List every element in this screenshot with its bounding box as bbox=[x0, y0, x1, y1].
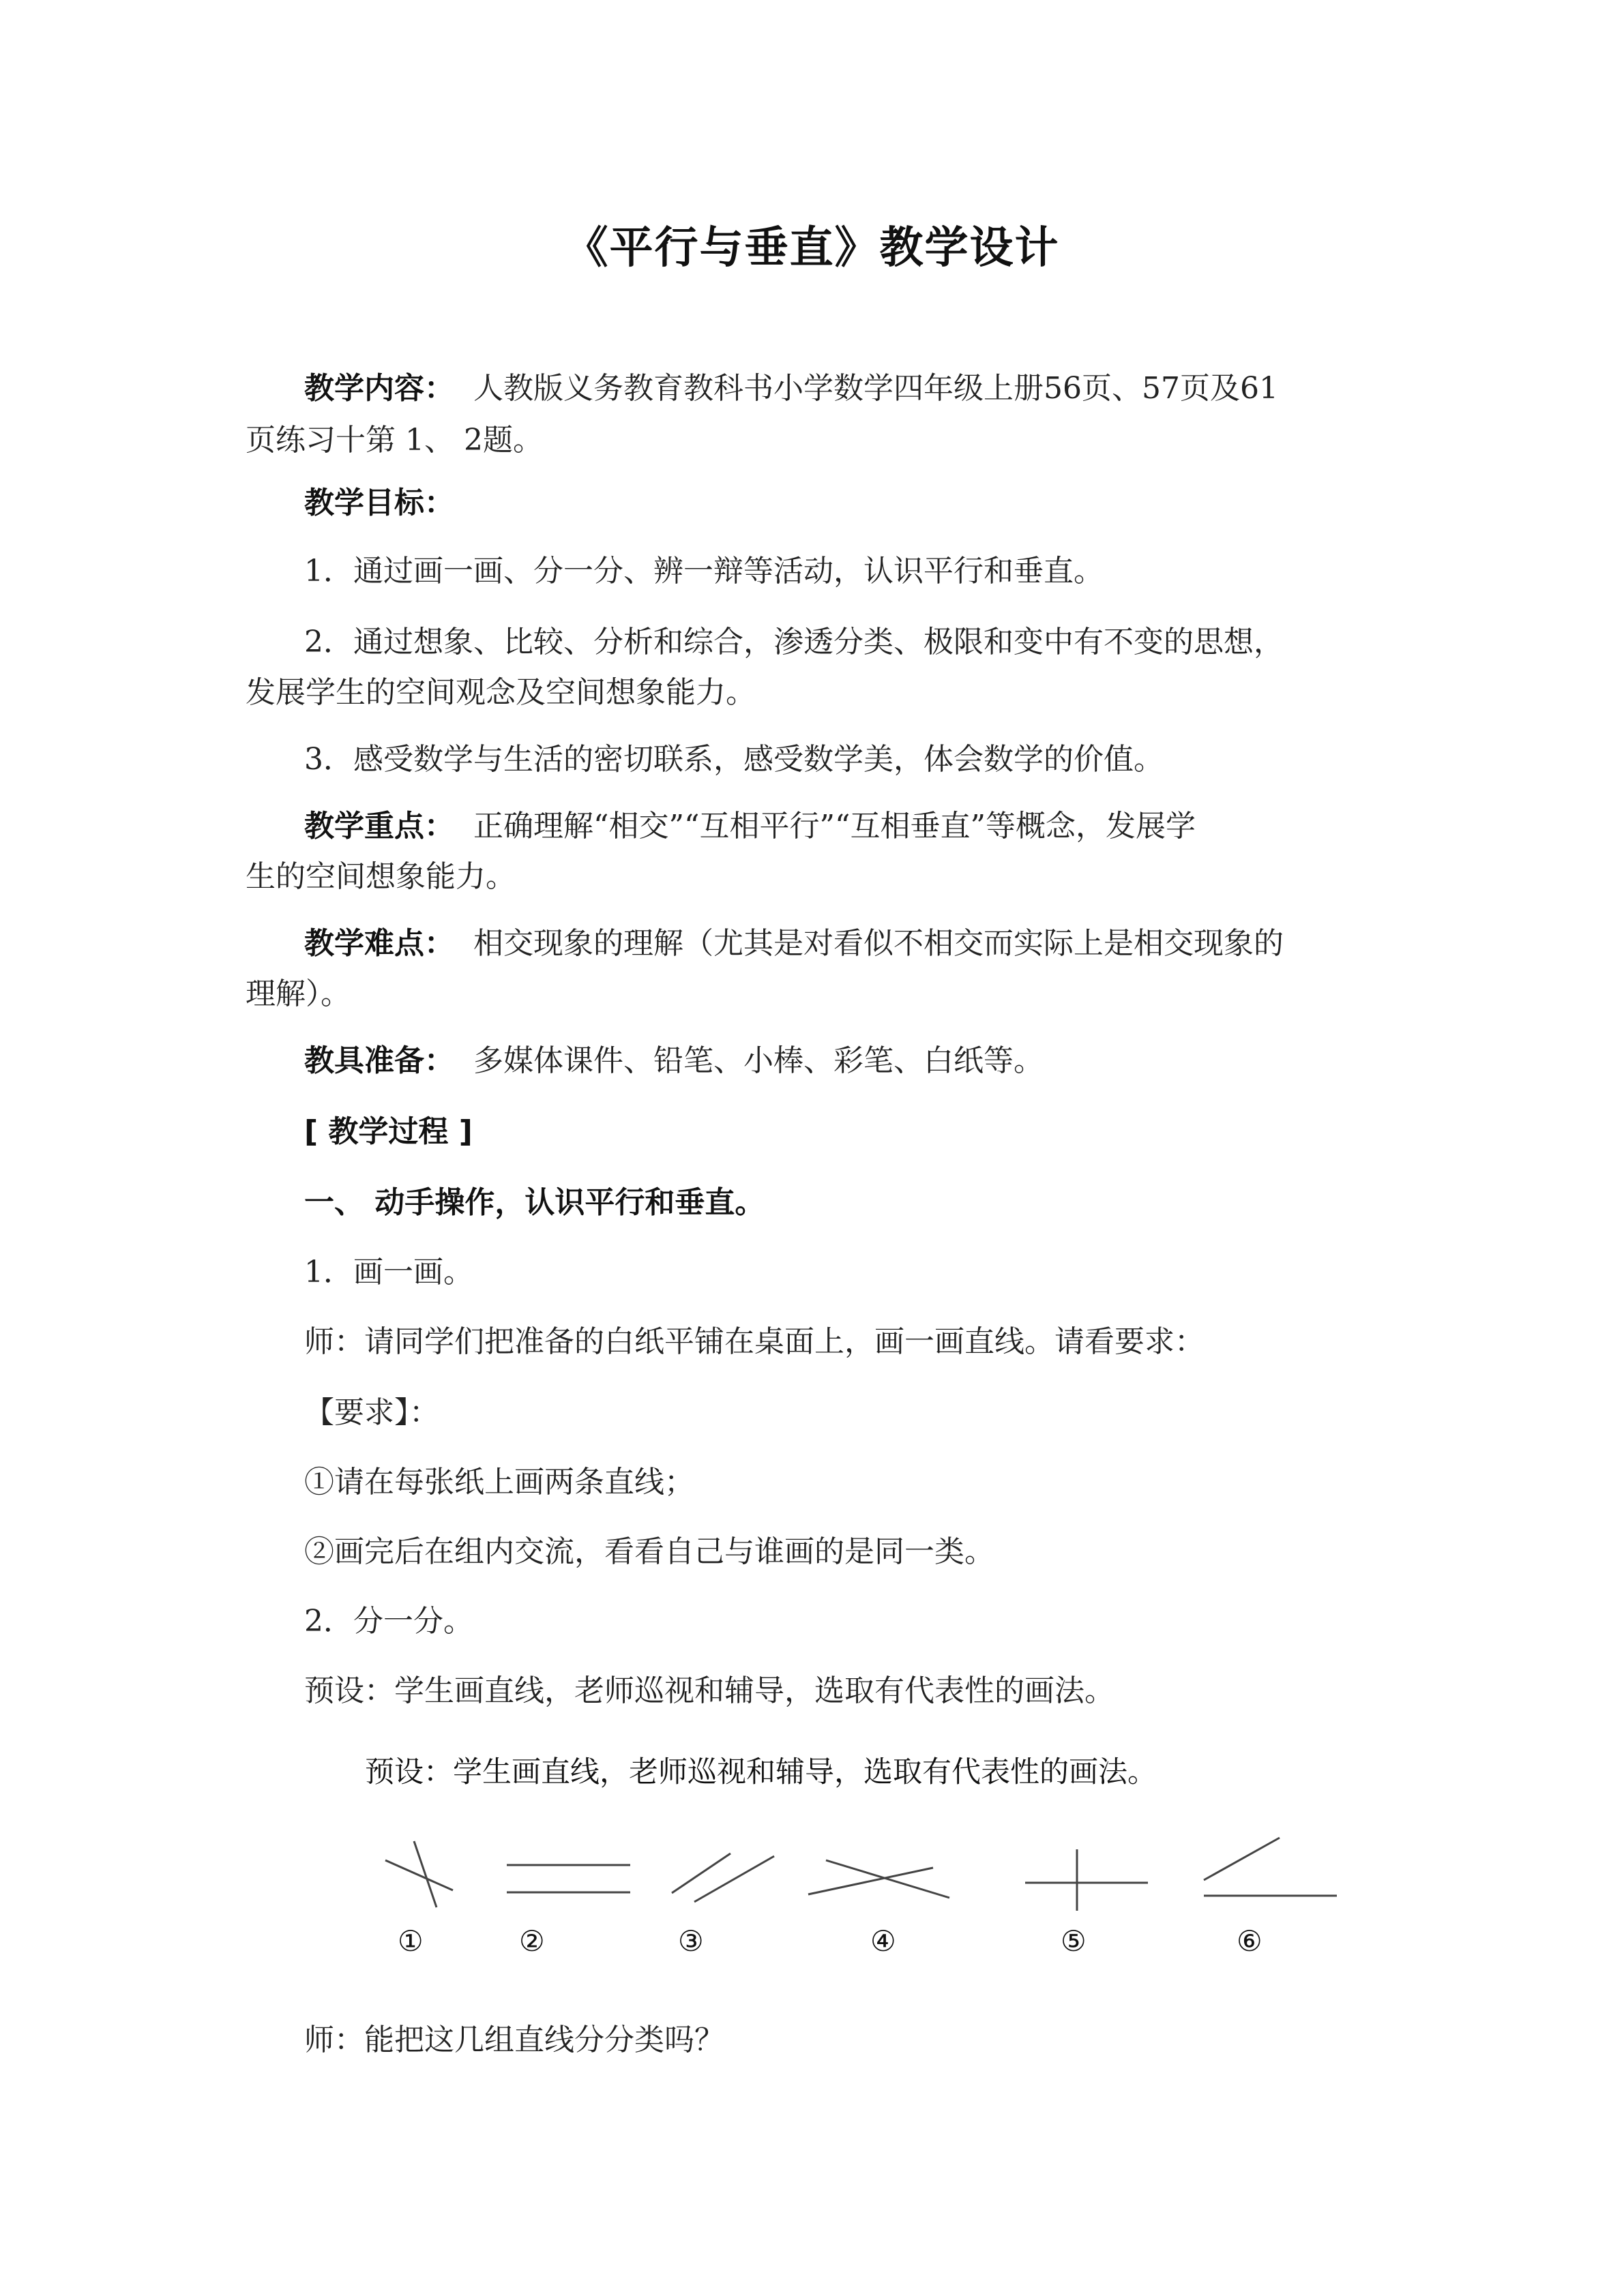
difficulties-text-2: 理解）。 bbox=[246, 976, 351, 1011]
goals-label: 教学目标： bbox=[304, 486, 454, 520]
tools-line bbox=[304, 1032, 1374, 1090]
line-pair-6-line-a bbox=[1204, 1838, 1280, 1880]
requirement-1: ①请在每张纸上画两条直线； bbox=[304, 1465, 694, 1500]
line-pair-4 bbox=[808, 1860, 949, 1898]
difficulties-line1 bbox=[304, 915, 1374, 972]
figure-caption: 预设：学生画直线，老师巡视和辅导，选取有代表性的画法。 bbox=[365, 1755, 1157, 1789]
goal-item-1: 1．通过画一画、分一分、辨一辩等活动，认识平行和垂直。 bbox=[304, 554, 1104, 588]
tools-label: 教具准备： bbox=[304, 1043, 454, 1078]
goal-item-2-line2: 发展学生的空间观念及空间想象能力。 bbox=[246, 675, 756, 710]
line-pair-3-line-a bbox=[672, 1853, 730, 1893]
content-text-1: 人教版义务教育教科书小学数学四年级上册56页、57页及61 bbox=[473, 371, 1278, 406]
line-pair-4-line-a bbox=[826, 1860, 949, 1898]
key-points-text-1: 正确理解“相交”“互相平行”“互相垂直”等概念，发展学 bbox=[473, 809, 1196, 844]
figure-label-4: ④ bbox=[870, 1924, 896, 1958]
section-1-heading: 一、 动手操作，认识平行和垂直。 bbox=[304, 1185, 765, 1220]
teacher-prompt-2: 师：能把这几组直线分分类吗？ bbox=[304, 2023, 724, 2057]
difficulties-label: 教学难点： bbox=[304, 926, 454, 961]
figure-label-1: ① bbox=[398, 1924, 424, 1958]
line-pair-1-line-b bbox=[414, 1841, 437, 1907]
line-pair-5 bbox=[1025, 1849, 1148, 1911]
content-label: 教学内容： bbox=[304, 371, 454, 406]
key-points-text-2: 生的空间想象能力。 bbox=[246, 859, 516, 894]
process-heading: [ 教学过程 ] bbox=[304, 1114, 473, 1149]
difficulties-text-1: 相交现象的理解（尤其是对看似不相交而实际上是相交现象的 bbox=[473, 926, 1284, 961]
line-pair-1 bbox=[385, 1841, 453, 1907]
step-2: 2．分一分。 bbox=[304, 1604, 473, 1639]
figure-label-6: ⑥ bbox=[1237, 1924, 1263, 1958]
goal-item-3: 3．感受数学与生活的密切联系，感受数学美，体会数学的价值。 bbox=[304, 742, 1164, 777]
line-pair-3-line-b bbox=[694, 1856, 774, 1902]
line-pair-2 bbox=[507, 1865, 630, 1892]
figure-label-5: ⑤ bbox=[1061, 1924, 1087, 1958]
tools-text: 多媒体课件、铅笔、小棒、彩笔、白纸等。 bbox=[473, 1043, 1044, 1078]
requirement-2: ②画完后在组内交流，看看自己与谁画的是同一类。 bbox=[304, 1534, 994, 1569]
key-points-label: 教学重点： bbox=[304, 809, 454, 844]
key-points-line1 bbox=[304, 798, 1374, 855]
page-title: 《平行与垂直》教学设计 bbox=[564, 223, 1060, 273]
requirement-label: 【要求】： bbox=[304, 1395, 439, 1430]
content-line1 bbox=[304, 360, 1374, 417]
content-text-2: 页练习十第 1、 2题。 bbox=[246, 423, 543, 458]
teacher-prompt-1: 师：请同学们把准备的白纸平铺在桌面上，画一画直线。请看要求： bbox=[304, 1324, 1205, 1359]
step-1: 1．画一画。 bbox=[304, 1255, 473, 1289]
figure-label-3: ③ bbox=[678, 1924, 704, 1958]
goal-item-2-line1: 2．通过想象、比较、分析和综合，渗透分类、极限和变中有不变的思想， bbox=[304, 625, 1284, 659]
line-pair-4-line-b bbox=[808, 1868, 933, 1894]
line-pair-1-line-a bbox=[385, 1860, 453, 1890]
preset-text: 预设：学生画直线，老师巡视和辅导，选取有代表性的画法。 bbox=[304, 1673, 1114, 1708]
line-pair-6 bbox=[1204, 1838, 1337, 1896]
line-pair-3 bbox=[672, 1853, 774, 1902]
figure-label-2: ② bbox=[519, 1924, 545, 1958]
